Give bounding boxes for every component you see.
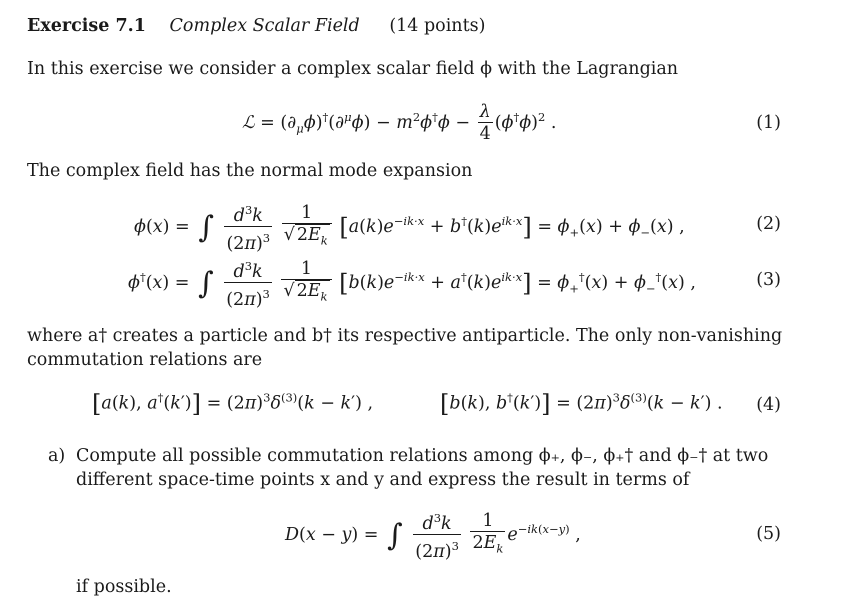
equation-number-2: (2) bbox=[756, 214, 781, 234]
equation-phi-expansion: ϕ(x) = ∫ $\frac{d^3k}{(2\pi)^3}$ $\frac{1}{√ 2E_k}$ $[a(k)e^{-ik\cdot x} + b^\dagger(k)e^{ik\cdot x}] = \phi_+(x) + \phi_-(x)$ , bbox=[134, 200, 685, 255]
intro-text: In this exercise we consider a complex scalar field ϕ with the Lagrangian bbox=[27, 59, 679, 79]
mode-expansion-text: The complex field has the normal mode expansion bbox=[27, 161, 473, 181]
part-a-tail: if possible. bbox=[76, 577, 172, 597]
part-a-label: a) bbox=[48, 446, 66, 466]
exercise-header bbox=[27, 16, 485, 36]
equation-lagrangian: ℒ = $(\partial_\mu\phi)^\dagger(\partial^\mu\phi) - m^2\phi^\dagger\phi$ − $\frac{\lambda}{4}$ $(\phi^\dagger\phi)^2$ . bbox=[242, 102, 557, 144]
equation-number-4: (4) bbox=[756, 395, 781, 415]
equation-number-3: (3) bbox=[756, 270, 781, 290]
part-a-line-1: Compute all possible commutation relations among ϕ₊, ϕ₋, ϕ₊† and ϕ₋† at two bbox=[76, 446, 769, 466]
equation-commutator-a: [a(k), $a^\dagger(k')] = (2\pi)^3\delta^{(3)}(k - k')$ , bbox=[92, 390, 374, 418]
exercise-points: (14 points) bbox=[389, 16, 486, 36]
equation-propagator: D(x − y) = ∫ $\frac{d^3k}{(2\pi)^3}$ $\frac{1}{2E_k}$ $e^{-ik(x-y)}$ , bbox=[285, 508, 581, 563]
equation-number-5: (5) bbox=[756, 524, 781, 544]
equation-number-1: (1) bbox=[756, 113, 781, 133]
part-a-line-2: different space-time points x and y and express the result in terms of bbox=[76, 470, 690, 490]
exercise-name: Complex Scalar Field bbox=[169, 16, 360, 36]
where-text-line-2: commutation relations are bbox=[27, 350, 263, 370]
exercise-number: Exercise 7.1 bbox=[27, 16, 146, 36]
where-text-line-1: where a† creates a particle and b† its respective antiparticle. The only non-vanishing bbox=[27, 326, 783, 346]
equation-commutator-b: [b(k), $b^\dagger(k')] = (2\pi)^3\delta^{(3)}(k - k')$ . bbox=[440, 390, 723, 418]
equation-phi-dagger-expansion: ϕ†(x) = ∫ $\frac{d^3k}{(2\pi)^3}$ $\frac{1}{√ 2E_k}$ $[b(k)e^{-ik\cdot x} + a^\dagger(k)e^{ik\cdot x}] = \phi_+^\dagger(x) + \phi_-^\dagger(x)$ , bbox=[128, 256, 696, 311]
